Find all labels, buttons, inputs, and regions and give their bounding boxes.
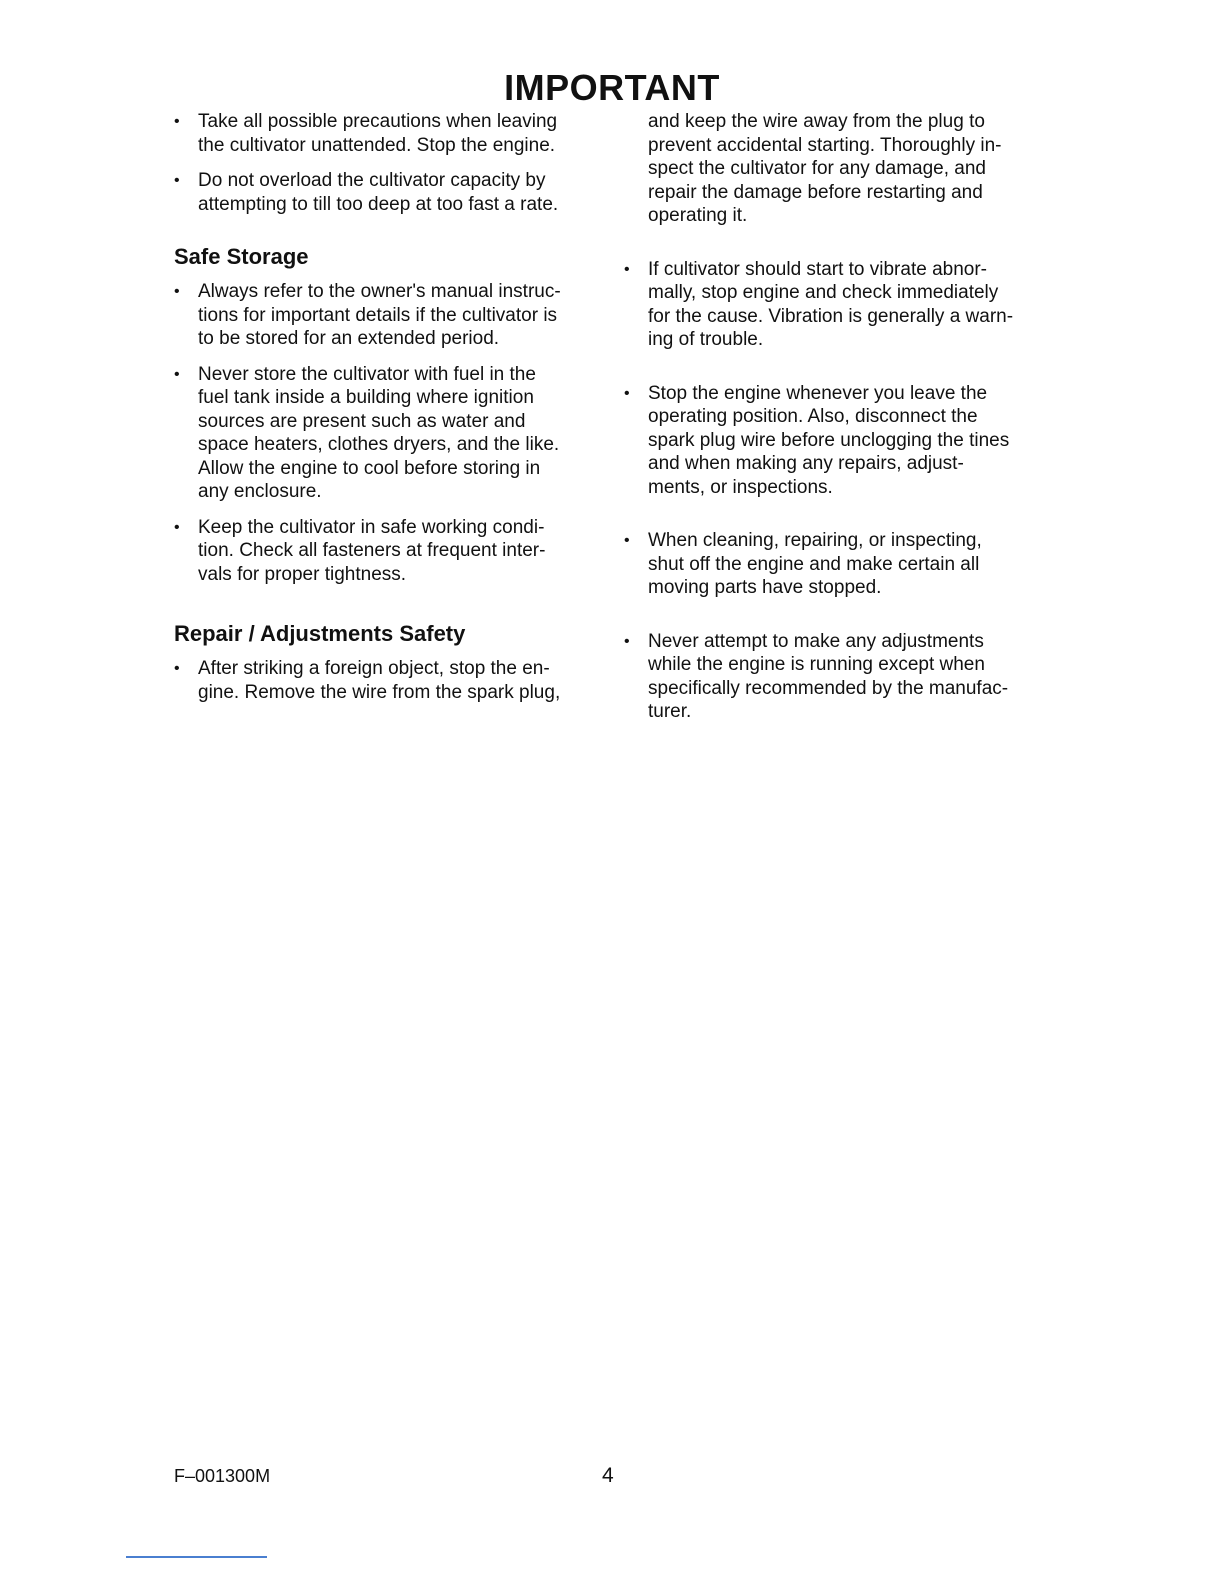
list-item [622,630,1062,724]
bullet-icon: • [174,172,180,189]
bullet-icon: • [174,365,180,383]
right-column [622,110,1062,724]
bullet-text: Always refer to the owner's manual instruc- tions for important details if the cultivator is to be stored for an extended period. [198,281,561,349]
continuation-text: and keep the wire away from the plug to prevent accidental starting. Thoroughly in- spect the cultivator for any damage, and repair the damage before restarting and operating it. [648,111,1002,226]
list-item [622,529,1062,600]
bullet-text: If cultivator should start to vibrate abnor- mally, stop engine and check immediately for the cause. Vibration is generally a warn- ing of trouble. [648,258,1014,350]
bullet-icon: • [174,283,180,300]
bullet-text: When cleaning, repairing, or inspecting, shut off the engine and make certain all moving parts have stopped. [648,530,982,598]
bullet-text: Take all possible precautions when leaving the cultivator unattended. Stop the engine. [198,111,558,156]
list-item [622,258,1062,352]
bullet-text: Never store the cultivator with fuel in the fuel tank inside a building where ignition sources are present such as water and space heaters, clothes dryers, and the like. Allow the engine to cool before storing in any enclosure. [198,363,560,502]
document-code: F–001300M [174,1466,271,1486]
bullet-icon: • [174,660,180,677]
bullet-icon: • [624,260,630,278]
left-column [172,110,602,704]
list-item [172,169,602,216]
bullet-text: Keep the cultivator in safe working condi- tion. Check all fasteners at frequent inter- vals for proper tightness. [198,516,546,585]
bullet-text: Never attempt to make any adjustments while the engine is running except when specifically recommended by the manufac- turer. [648,630,1009,722]
list-item [622,382,1062,500]
edge-line [126,1556,267,1558]
list-item [172,280,602,351]
bullet-icon: • [174,518,180,536]
bullet-text: Do not overload the cultivator capacity by attempting to till too deep at too fast a rate. [198,170,559,215]
bullet-icon: • [624,632,630,650]
list-item [172,516,602,587]
bullet-icon: • [174,113,180,130]
list-item [172,363,602,504]
page-title: IMPORTANT [504,67,720,108]
section-heading-repair-adjustments: Repair / Adjustments Safety [174,621,466,646]
page-number: 4 [602,1464,614,1487]
bullet-icon: • [624,532,630,549]
bullet-text: Stop the engine whenever you leave the operating position. Also, disconnect the spark plug wire before unclogging the tines and when making any repairs, adjust- ments, or inspections. [648,382,1010,498]
section-heading-safe-storage: Safe Storage [174,244,309,269]
bullet-icon: • [624,384,630,402]
list-item [172,657,602,704]
list-item [172,110,602,157]
bullet-text: After striking a foreign object, stop the en- gine. Remove the wire from the spark plug, [198,658,561,703]
